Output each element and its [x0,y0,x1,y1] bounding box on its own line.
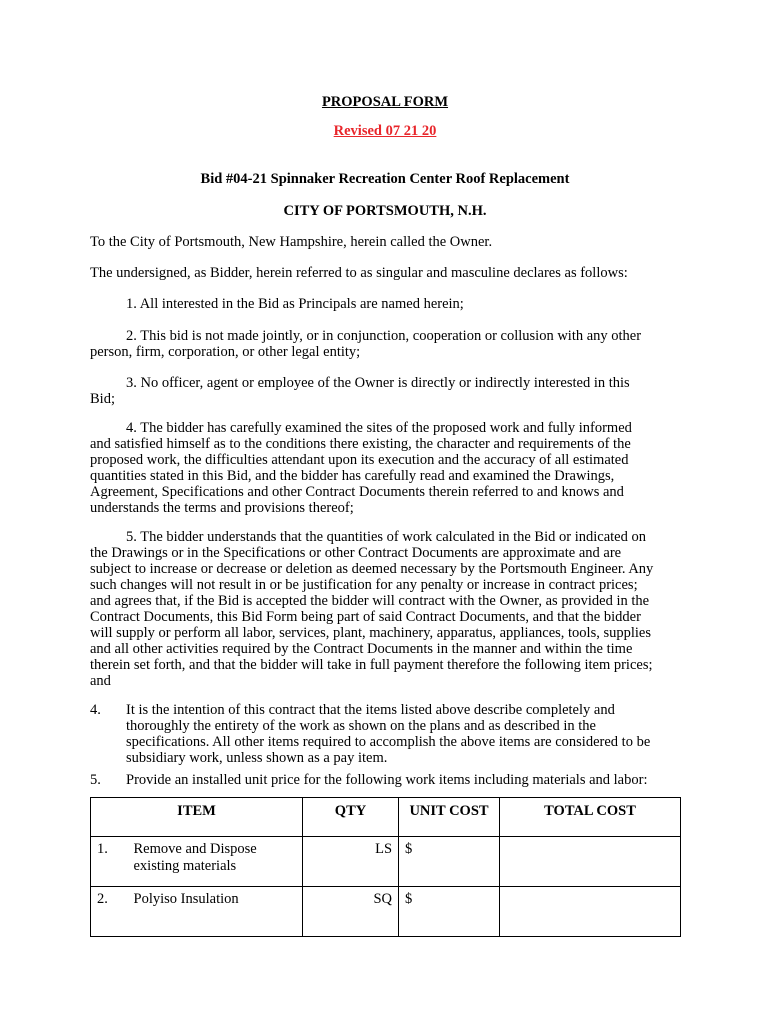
clause-1: 1. All interested in the Bid as Principals are named herein; [126,296,464,312]
row-unit-cost-field[interactable]: $ [399,837,500,887]
clause-4-line: quantities stated in this Bid, and the bidder has carefully read and examined the Drawings, [90,468,615,484]
numbered-item-4-line: It is the intention of this contract that the items listed above describe completely and [126,702,615,718]
numbered-item-5-number: 5. [90,772,101,788]
clause-5-line: and agrees that, if the Bid is accepted the bidder will contract with the Owner, as provided in the [90,593,650,609]
city-heading: CITY OF PORTSMOUTH, N.H. [283,203,487,219]
clause-3-line-2: Bid; [90,391,115,407]
numbered-item-5-text: Provide an installed unit price for the following work items including materials and labor: [126,772,648,788]
clause-4-line: proposed work, the difficulties attendant upon its execution and the accuracy of all estimated [90,452,629,468]
clause-5-line: therein set forth, and that the bidder will take in full payment therefore the following item prices; [90,657,653,673]
table-row [91,837,681,887]
clause-4-line: and satisfied himself as to the conditions there existing, the character and requirements of the [90,436,631,452]
clause-5-line: 5. The bidder understands that the quantities of work calculated in the Bid or indicated on [126,529,646,545]
clause-5-line: Contract Documents, this Bid Form being part of said Contract Documents, and that the bidder [90,609,641,625]
numbered-item-4-line: thoroughly the entirety of the work as shown on the plans and as described in the [126,718,596,734]
clause-2-line-2: person, firm, corporation, or other legal entity; [90,344,361,360]
col-header-unit-cost: UNIT COST [399,798,500,837]
col-header-qty: QTY [303,798,399,837]
row-total-cost-field[interactable] [500,887,681,937]
numbered-item-4-line: specifications. All other items required to accomplish the above items are considered to be [126,734,651,750]
revised-date: Revised 07 21 20 [333,123,437,139]
table-row [91,887,681,937]
row-item-line: Remove and Dispose [133,841,257,857]
row-item-line: existing materials [133,857,237,874]
clause-5-line: the Drawings or in the Specifications or other Contract Documents are approximate and are [90,545,622,561]
row-item [128,837,303,887]
clause-2-line-1: 2. This bid is not made jointly, or in conjunction, cooperation or collusion with any other [126,328,642,344]
clause-5-line: will supply or perform all labor, services, plant, machinery, apparatus, appliances, tools, supplies [90,625,652,641]
clause-4-line: Agreement, Specifications and other Contract Documents therein referred to and knows and [90,484,624,500]
row-unit-cost-field[interactable]: $ [399,887,500,937]
row-qty: LS [303,837,399,887]
clause-4-line: understands the terms and provisions thereof; [90,500,354,516]
bid-title: Bid #04-21 Spinnaker Recreation Center Roof Replacement [200,171,570,187]
col-header-total-cost: TOTAL COST [500,798,681,837]
row-item-line: Polyiso Insulation [133,891,239,907]
clause-4-line: 4. The bidder has carefully examined the sites of the proposed work and fully informed [126,420,632,436]
numbered-item-4-number: 4. [90,702,101,718]
clause-3-line-1: 3. No officer, agent or employee of the Owner is directly or indirectly interested in this [126,375,630,391]
intro-declares-line: The undersigned, as Bidder, herein referred to as singular and masculine declares as follows: [90,265,628,281]
bid-items-table [90,797,681,937]
row-qty: SQ [303,887,399,937]
table-header-row [91,798,681,837]
clause-5-line: such changes will not result in or be justification for any penalty or increase in contract prices; [90,577,638,593]
row-total-cost-field[interactable] [500,837,681,887]
row-number: 1. [91,837,128,887]
row-number: 2. [91,887,128,937]
page-title: PROPOSAL FORM [321,94,449,110]
clause-5-line: and all other activities required by the Contract Documents in the manner and within the time [90,641,633,657]
col-header-item: ITEM [91,798,303,837]
clause-5-line: and [90,673,111,689]
numbered-item-4-line: subsidiary work, unless shown as a pay item. [126,750,388,766]
row-item [128,887,303,937]
clause-5-line: subject to increase or decrease or deletion as deemed necessary by the Portsmouth Engineer. Any [90,561,654,577]
intro-owner-line: To the City of Portsmouth, New Hampshire, herein called the Owner. [90,234,493,250]
